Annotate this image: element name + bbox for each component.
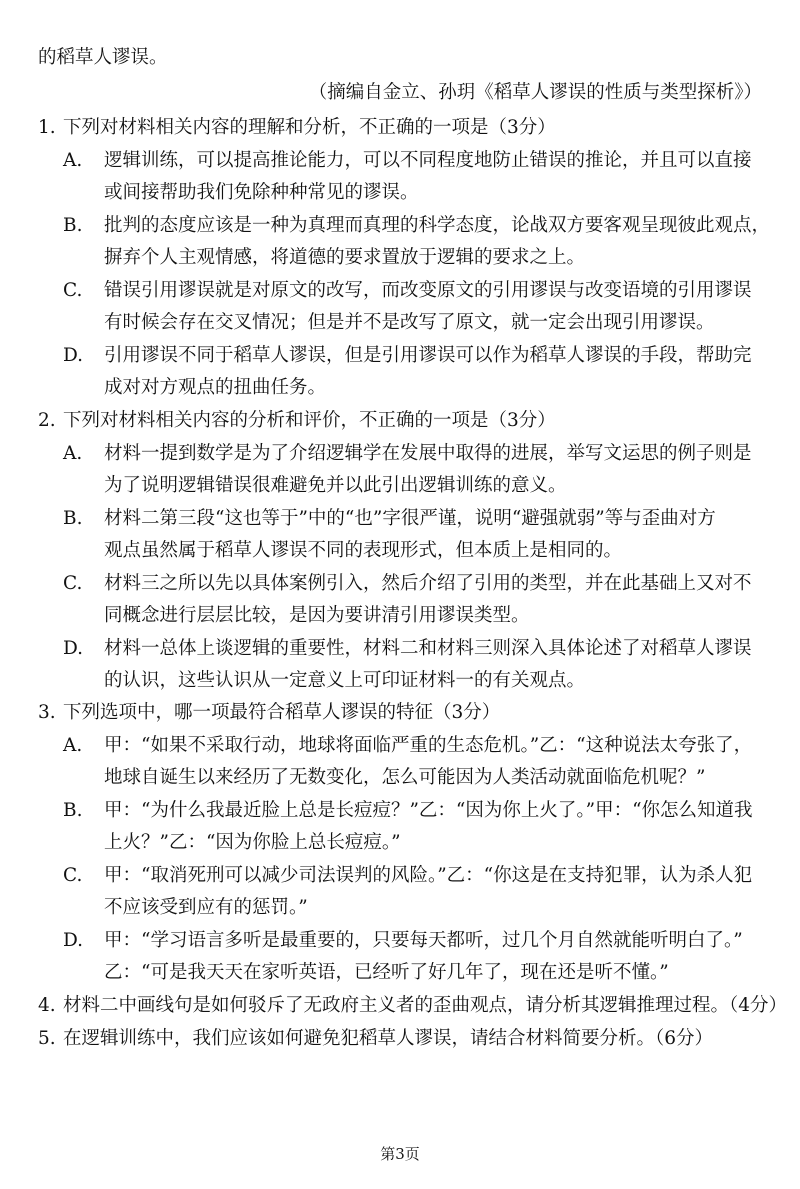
option-label: C.: [63, 573, 83, 594]
page-number: 第3页: [380, 1145, 420, 1163]
option-text: 逻辑训练，可以提高推论能力，可以不同程度地防止错误的推论，并且可以直接: [104, 150, 752, 171]
option-text: 摒弃个人主观情感，将道德的要求置放于逻辑的要求之上。: [104, 247, 586, 268]
option-text: 上火？”乙：“因为你脸上总长痘痘。”: [104, 832, 401, 853]
question-stem: 在逻辑训练中，我们应该如何避免犯稻草人谬误，请结合材料简要分析。（6分）: [63, 1028, 714, 1049]
option-text: 观点虽然属于稻草人谬误不同的表现形式，但本质上是相同的。: [104, 540, 623, 561]
question-stem: 下列对材料相关内容的分析和评价，不正确的一项是（3分）: [63, 410, 556, 431]
option-text: 甲：“取消死刑可以减少司法误判的风险。”乙：“你这是在支持犯罪，认为杀人犯: [104, 865, 753, 886]
option-text: 不应该受到应有的惩罚。”: [104, 897, 308, 918]
source-citation: （摘编自金立、孙玥《稻草人谬误的性质与类型探析》）: [308, 82, 762, 103]
option-text: 引用谬误不同于稻草人谬误，但是引用谬误可以作为稻草人谬误的手段，帮助完: [104, 345, 752, 366]
question-stem: 下列对材料相关内容的理解和分析，不正确的一项是（3分）: [63, 117, 556, 138]
option-text: 批判的态度应该是一种为真理而真理的科学态度，论战双方要客观呈现彼此观点，: [104, 215, 771, 236]
option-label: B.: [63, 215, 83, 236]
option-text: 为了说明逻辑错误很难避免并以此引出逻辑训练的意义。: [104, 475, 567, 496]
option-text: 材料三之所以先以具体案例引入，然后介绍了引用的类型，并在此基础上又对不: [104, 573, 752, 594]
option-text: 材料二第三段“这也等于”中的“也”字很严谨，说明“避强就弱”等与歪曲对方: [104, 508, 716, 529]
option-text: 或间接帮助我们免除种种常见的谬误。: [104, 182, 419, 203]
question-number: 1.: [38, 117, 56, 138]
option-text: 的认识，这些认识从一定意义上可印证材料一的有关观点。: [104, 670, 586, 691]
option-label: B.: [63, 508, 83, 529]
option-label: C.: [63, 865, 83, 886]
option-text: 材料一总体上谈逻辑的重要性，材料二和材料三则深入具体论述了对稻草人谬误: [104, 638, 752, 659]
question-stem: 材料二中画线句是如何驳斥了无政府主义者的歪曲观点，请分析其逻辑推理过程。（4分）: [63, 995, 788, 1016]
question-number: 2.: [38, 410, 56, 431]
question-stem: 下列选项中，哪一项最符合稻草人谬误的特征（3分）: [63, 702, 501, 723]
option-text: 成对对方观点的扭曲任务。: [104, 377, 327, 398]
option-label: D.: [63, 930, 84, 951]
top-line: 的稻草人谬误。: [38, 47, 168, 68]
question-number: 3.: [38, 702, 56, 723]
option-text: 有时候会存在交叉情况；但是并不是改写了原文，就一定会出现引用谬误。: [104, 312, 715, 333]
option-label: D.: [63, 638, 84, 659]
option-label: A.: [63, 150, 83, 171]
option-text: 甲：“为什么我最近脸上总是长痘痘？”乙：“因为你上火了。”甲：“你怎么知道我: [104, 800, 753, 821]
option-text: 错误引用谬误就是对原文的改写，而改变原文的引用谬误与改变语境的引用谬误: [104, 280, 752, 301]
question-number: 5.: [38, 1028, 56, 1049]
option-text: 同概念进行层层比较，是因为要讲清引用谬误类型。: [104, 605, 530, 626]
option-text: 甲：“学习语言多听是最重要的，只要每天都听，过几个月自然就能听明白了。”: [104, 930, 743, 951]
question-number: 4.: [38, 995, 56, 1016]
option-label: B.: [63, 800, 83, 821]
option-label: D.: [63, 345, 84, 366]
option-label: A.: [63, 735, 83, 756]
option-text: 地球自诞生以来经历了无数变化，怎么可能因为人类活动就面临危机呢？”: [104, 767, 706, 788]
option-text: 材料一提到数学是为了介绍逻辑学在发展中取得的进展，举写文运思的例子则是: [104, 443, 752, 464]
option-text: 乙：“可是我天天在家听英语，已经听了好几年了，现在还是听不懂。”: [104, 962, 669, 983]
option-label: C.: [63, 280, 83, 301]
option-text: 甲：“如果不采取行动，地球将面临严重的生态危机。”乙：“这种说法太夸张了，: [104, 735, 753, 756]
option-label: A.: [63, 443, 83, 464]
